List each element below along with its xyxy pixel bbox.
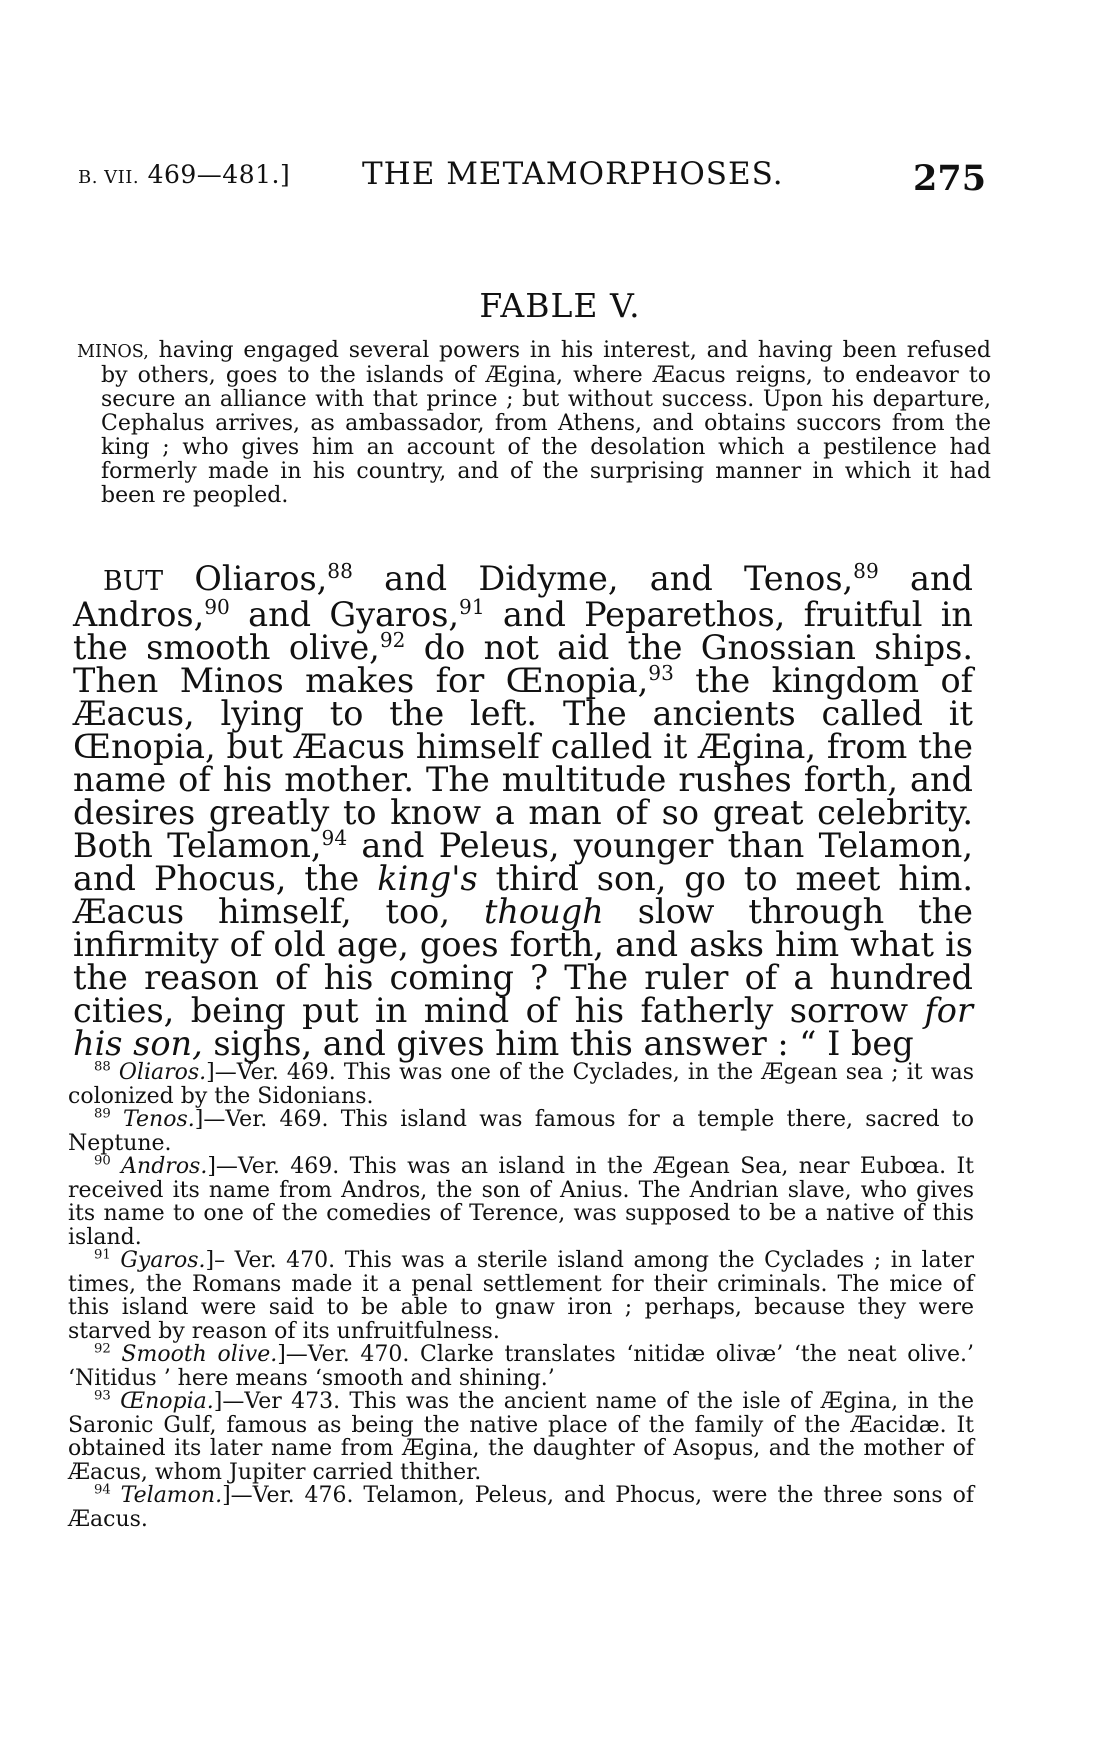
- footnote: [68, 1061, 974, 1108]
- footnote-text: ]—Ver. 469. This was one of the Cyclades, in the Ægean sea ; it was colonized by the Sidonians.: [68, 1060, 974, 1109]
- footnote-ref: 90: [204, 594, 230, 619]
- footnote-term: Œnopia.: [120, 1389, 214, 1414]
- main-text: [73, 558, 974, 1063]
- text-segment: and Peparethos, fruitful in the smooth olive,: [73, 595, 973, 667]
- footnote-term: Smooth olive.: [121, 1342, 278, 1367]
- text-segment: Oliaros,: [163, 559, 328, 598]
- opening-word: BUT: [103, 566, 164, 597]
- footnote: [68, 1108, 974, 1155]
- page-number: 275: [913, 158, 987, 199]
- footnote-ref: 93: [648, 660, 674, 685]
- italic-word: king's: [377, 859, 478, 898]
- argument-text: having engaged several powers in his interest, and having been refused by others, goes to the islands of Ægina, where Æacus reigns, to endeavor to secure an alliance with that prince ; but without success. Upon his departure, Cephalus arrives, as ambassador, from Athens, and obtains succors from the king ; who gives him an account of the desolation which a pestilence had formerly made in his country, and of the surprising manner in which it had been re peopled.: [101, 338, 991, 508]
- footnote-term: Gyaros.: [120, 1248, 206, 1273]
- footnote: [68, 1343, 974, 1390]
- footnote: [68, 1155, 974, 1249]
- footnote: [68, 1249, 974, 1343]
- footnote-text: ]– Ver. 470. This was a sterile island among the Cyclades ; in later times, the Romans made it a penal settlement for their criminals. The mice of this island were said to be able to gnaw iron ; perhaps, because they were starved by reason of its unfruitfulness.: [68, 1248, 975, 1344]
- text-segment: sighs, and gives him this answer : “ I beg: [202, 1024, 914, 1063]
- text-segment: and Peleus, younger than Telamon, and Phocus, the: [73, 826, 973, 898]
- footnote-number: 88: [94, 1059, 111, 1075]
- fable-title: FABLE V.: [479, 286, 641, 325]
- line-range: 469—481.]: [147, 160, 291, 189]
- footnote-text: ]—Ver. 469. This was an island in the Ægean Sea, near Eubœa. It received its name from Andros, the son of Anius. The Andrian slave, who gives its name to one of the comedies of Terence, was supposed to be a native of this island.: [68, 1154, 975, 1250]
- text-segment: the kingdom of Æacus, lying to the left. The ancients called it Œnopia, but Æacus himself called it Ægina, from the name of his mother. The multitude rushes forth, and desires greatly to know a man of so great celebrity. Both Telamon,: [73, 661, 974, 865]
- footnote-term: Andros.: [121, 1154, 208, 1179]
- text-segment: and Gyaros,: [229, 595, 460, 634]
- footnote: [68, 1390, 974, 1484]
- text-segment: third son, go to meet him. Æacus himself, too,: [73, 859, 974, 931]
- footnote-term: Oliaros.: [118, 1060, 207, 1085]
- footnote-ref: 89: [853, 558, 879, 583]
- footnote-number: 93: [94, 1388, 111, 1404]
- footnote-term: Telamon.: [120, 1483, 223, 1508]
- book-reference: B. VII.: [78, 167, 140, 188]
- footnotes: [68, 1061, 974, 1531]
- footnote-ref: 88: [327, 558, 353, 583]
- footnote-ref: 94: [321, 825, 348, 850]
- footnote-text: ]—Ver. 476. Telamon, Peleus, and Phocus, were the three sons of Æacus.: [68, 1483, 974, 1532]
- footnote-ref: 92: [379, 627, 406, 652]
- footnote-term: Tenos.: [123, 1107, 195, 1132]
- argument-first-word: MINOS,: [77, 342, 149, 362]
- footnote-text: ]—Ver. 470. Clarke translates ‘nitidæ olivæ’ ‘the neat olive.’ ‘Nitidus ’ here means ‘smooth and shining.’: [68, 1342, 974, 1391]
- text-segment: and Andros,: [73, 559, 973, 634]
- running-head-reference: [78, 160, 290, 189]
- fable-argument: [77, 339, 991, 508]
- text-segment: and Didyme, and Tenos,: [352, 559, 854, 598]
- italic-phrase: for his son,: [73, 991, 973, 1063]
- text-segment: slow through the infirmity of old age, goes forth, and asks him what is the reason of his coming ? The ruler of a hundred cities, being put in mind of his fatherly sorrow: [73, 892, 973, 1030]
- footnote-number: 89: [94, 1106, 111, 1122]
- running-head-title: THE METAMORPHOSES.: [362, 156, 784, 192]
- text-segment: do not aid the Gnossian ships. Then Minos makes for Œnopia,: [73, 628, 974, 700]
- footnote-number: 91: [94, 1247, 111, 1263]
- footnote-number: 94: [94, 1482, 111, 1498]
- footnote-text: ]—Ver. 469. This island was famous for a temple there, sacred to Neptune.: [68, 1107, 974, 1156]
- footnote-text: ]—Ver 473. This was the ancient name of the isle of Ægina, in the Saronic Gulf, famous as being the native place of the family of the Æacidæ. It obtained its later name from Ægina, the daughter of Asopus, and the mother of Æacus, whom Jupiter carried thither.: [68, 1389, 974, 1485]
- footnote: [68, 1484, 974, 1531]
- running-head: [0, 150, 1120, 200]
- footnote-number: 90: [94, 1153, 111, 1169]
- footnote-number: 92: [94, 1341, 111, 1357]
- footnote-ref: 91: [459, 594, 485, 619]
- italic-word: though: [483, 892, 604, 931]
